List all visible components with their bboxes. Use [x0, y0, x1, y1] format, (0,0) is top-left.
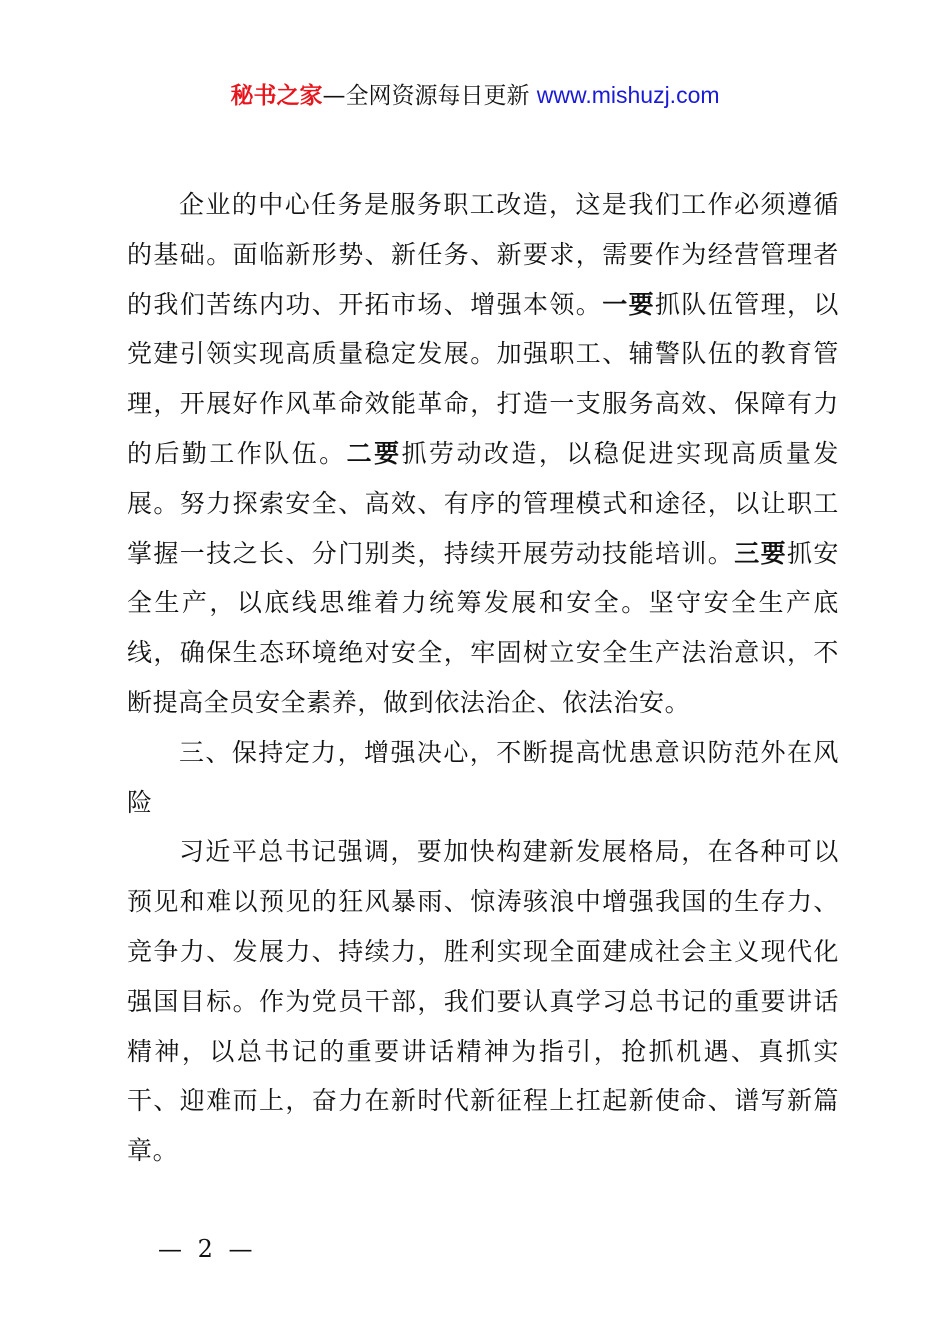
paragraph-text: 企业的中心任务是服务职工改造，这是我们工作必须遵循的基础。面临新形势、新任务、新要求，需要作为经营管理者的我们苦练内功、开拓市场、增强本领。: [127, 190, 839, 319]
keyword-first: 一要: [602, 289, 656, 319]
paragraph-xi-speech: 习近平总书记强调，要加快构建新发展格局，在各种可以预见和难以预见的狂风暴雨、惊涛骇浪中增强我国的生存力、竞争力、发展力、持续力，胜利实现全面建成社会主义现代化强国目标。作为党员干部，我们要认真学习总书记的重要讲话精神，以总书记的重要讲话精神为指引，抢抓机遇、真抓实干、迎难而上，奋力在新时代新征程上扛起新使命、谱写新篇章。: [127, 837, 839, 1166]
keyword-third: 三要: [734, 538, 787, 568]
website-link[interactable]: www.mishuzj.com: [536, 82, 720, 108]
page-number: — 2 —: [158, 1235, 257, 1263]
page-header: [0, 78, 950, 113]
section-heading: 三、保持定力，增强决心，不断提高忧患意识防范外在风险: [127, 737, 839, 817]
paragraph-text: 抓劳动改造，以稳促进实现高质量发展。努力探索安全、高效、有序的管理模式和途径，以让职工掌握一技之长、分门别类，持续开展劳动技能培训。: [127, 438, 839, 568]
paragraph-work-tasks: [127, 180, 839, 728]
header-tagline: —全网资源每日更新: [322, 83, 537, 109]
brand-name: 秘书之家: [230, 83, 323, 109]
paragraph-text: 抓队伍管理，以党建引领实现高质量稳定发展。加强职工、辅警队伍的教育管理，开展好作风革命效能革命，打造一支服务高效、保障有力的后勤工作队伍。: [127, 289, 840, 468]
document-body: [127, 180, 839, 1176]
keyword-second: 二要: [346, 438, 402, 468]
paragraph-text: 抓安全生产，以底线思维着力统筹发展和安全。坚守安全生产底线，确保生态环境绝对安全，牢固树立安全生产法治意识，不断提高全员安全素养，做到依法治企、依法治安。: [127, 538, 839, 717]
